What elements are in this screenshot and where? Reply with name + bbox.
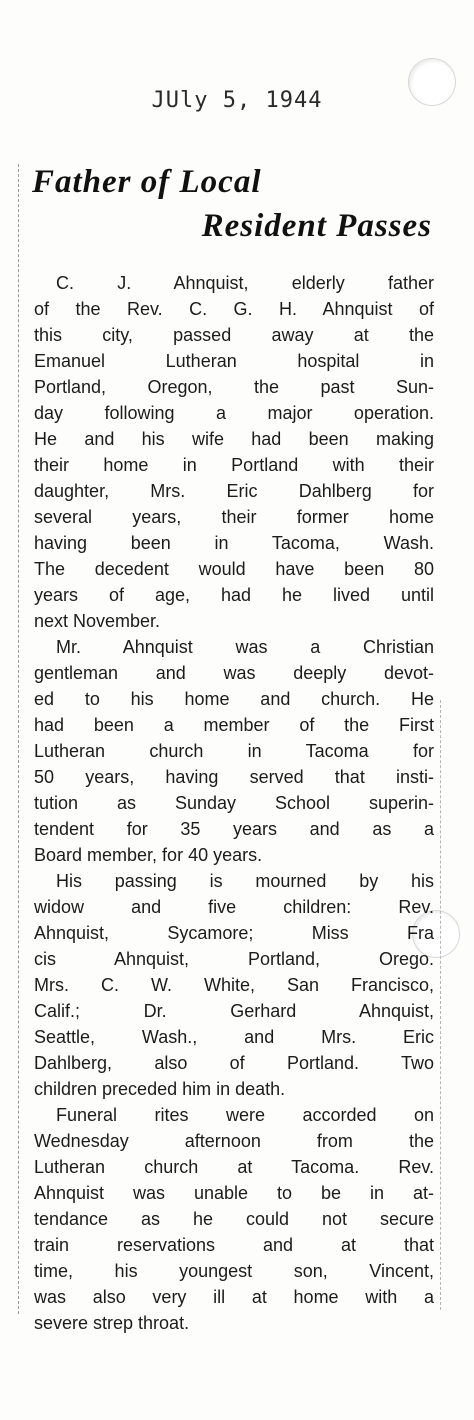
article-line: time, his youngest son, Vincent, bbox=[34, 1261, 434, 1281]
article-line: C. J. Ahnquist, elderly father bbox=[56, 273, 434, 293]
article-line: their home in Portland with their bbox=[34, 455, 434, 475]
article-line: 50 years, having served that insti- bbox=[34, 767, 434, 787]
article-line: His passing is mourned by his bbox=[56, 871, 434, 891]
article-paragraph bbox=[34, 634, 434, 868]
handwritten-date: JUly 5, 1944 bbox=[151, 88, 323, 113]
article-paragraph bbox=[34, 270, 434, 634]
headline bbox=[32, 160, 436, 248]
article-line: daughter, Mrs. Eric Dahlberg for bbox=[34, 481, 434, 501]
article-line: tution as Sunday School superin- bbox=[34, 793, 434, 813]
article-line: Emanuel Lutheran hospital in bbox=[34, 351, 434, 371]
article-line: The decedent would have been 80 bbox=[34, 559, 434, 579]
article-line: was also very ill at home with a bbox=[34, 1287, 434, 1307]
newspaper-clipping bbox=[18, 160, 436, 1333]
article-line: of the Rev. C. G. H. Ahnquist of bbox=[34, 299, 434, 319]
article-line: years of age, had he lived until bbox=[34, 585, 434, 605]
article-body bbox=[34, 270, 434, 1336]
article-line: Ahnquist, Sycamore; Miss Fra bbox=[34, 923, 434, 943]
headline-line-1: Father of Local bbox=[32, 164, 262, 200]
article-line: Portland, Oregon, the past Sun- bbox=[34, 377, 434, 397]
clipping-left-edge bbox=[18, 164, 20, 1314]
article-line: Ahnquist was unable to be in at- bbox=[34, 1183, 434, 1203]
article-line: next November. bbox=[34, 611, 161, 631]
article-line: Lutheran church in Tacoma for bbox=[34, 741, 434, 761]
article-line: Lutheran church at Tacoma. Rev. bbox=[34, 1157, 434, 1177]
article-line: day following a major operation. bbox=[34, 403, 434, 423]
article-line: Mrs. C. W. White, San Francisco, bbox=[34, 975, 434, 995]
article-line: tendance as he could not secure bbox=[34, 1209, 434, 1229]
article-line: gentleman and was deeply devot- bbox=[34, 663, 434, 683]
article-line: severe strep throat. bbox=[34, 1313, 190, 1333]
clipping-right-edge bbox=[440, 700, 442, 1310]
article-line: Wednesday afternoon from the bbox=[34, 1131, 434, 1151]
article-line: Seattle, Wash., and Mrs. Eric bbox=[34, 1027, 434, 1047]
article-line: several years, their former home bbox=[34, 507, 434, 527]
article-line: ed to his home and church. He bbox=[34, 689, 434, 709]
article-line: children preceded him in death. bbox=[34, 1079, 286, 1099]
article-line: Board member, for 40 years. bbox=[34, 845, 263, 865]
article-line: having been in Tacoma, Wash. bbox=[34, 533, 434, 553]
headline-line-2: Resident Passes bbox=[201, 208, 432, 244]
article-line: had been a member of the First bbox=[34, 715, 434, 735]
article-line: Funeral rites were accorded on bbox=[56, 1105, 434, 1125]
article-paragraph bbox=[34, 1102, 434, 1336]
article-line: Calif.; Dr. Gerhard Ahnquist, bbox=[34, 1001, 434, 1021]
article-line: He and his wife had been making bbox=[34, 429, 434, 449]
article-line: this city, passed away at the bbox=[34, 325, 434, 345]
article-line: cis Ahnquist, Portland, Orego. bbox=[34, 949, 434, 969]
article-line: Mr. Ahnquist was a Christian bbox=[56, 637, 434, 657]
article-line: tendent for 35 years and as a bbox=[34, 819, 434, 839]
article-line: widow and five children: Rev. bbox=[34, 897, 434, 917]
article-paragraph bbox=[34, 868, 434, 1102]
article-line: Dahlberg, also of Portland. Two bbox=[34, 1053, 434, 1073]
article-line: train reservations and at that bbox=[34, 1235, 434, 1255]
